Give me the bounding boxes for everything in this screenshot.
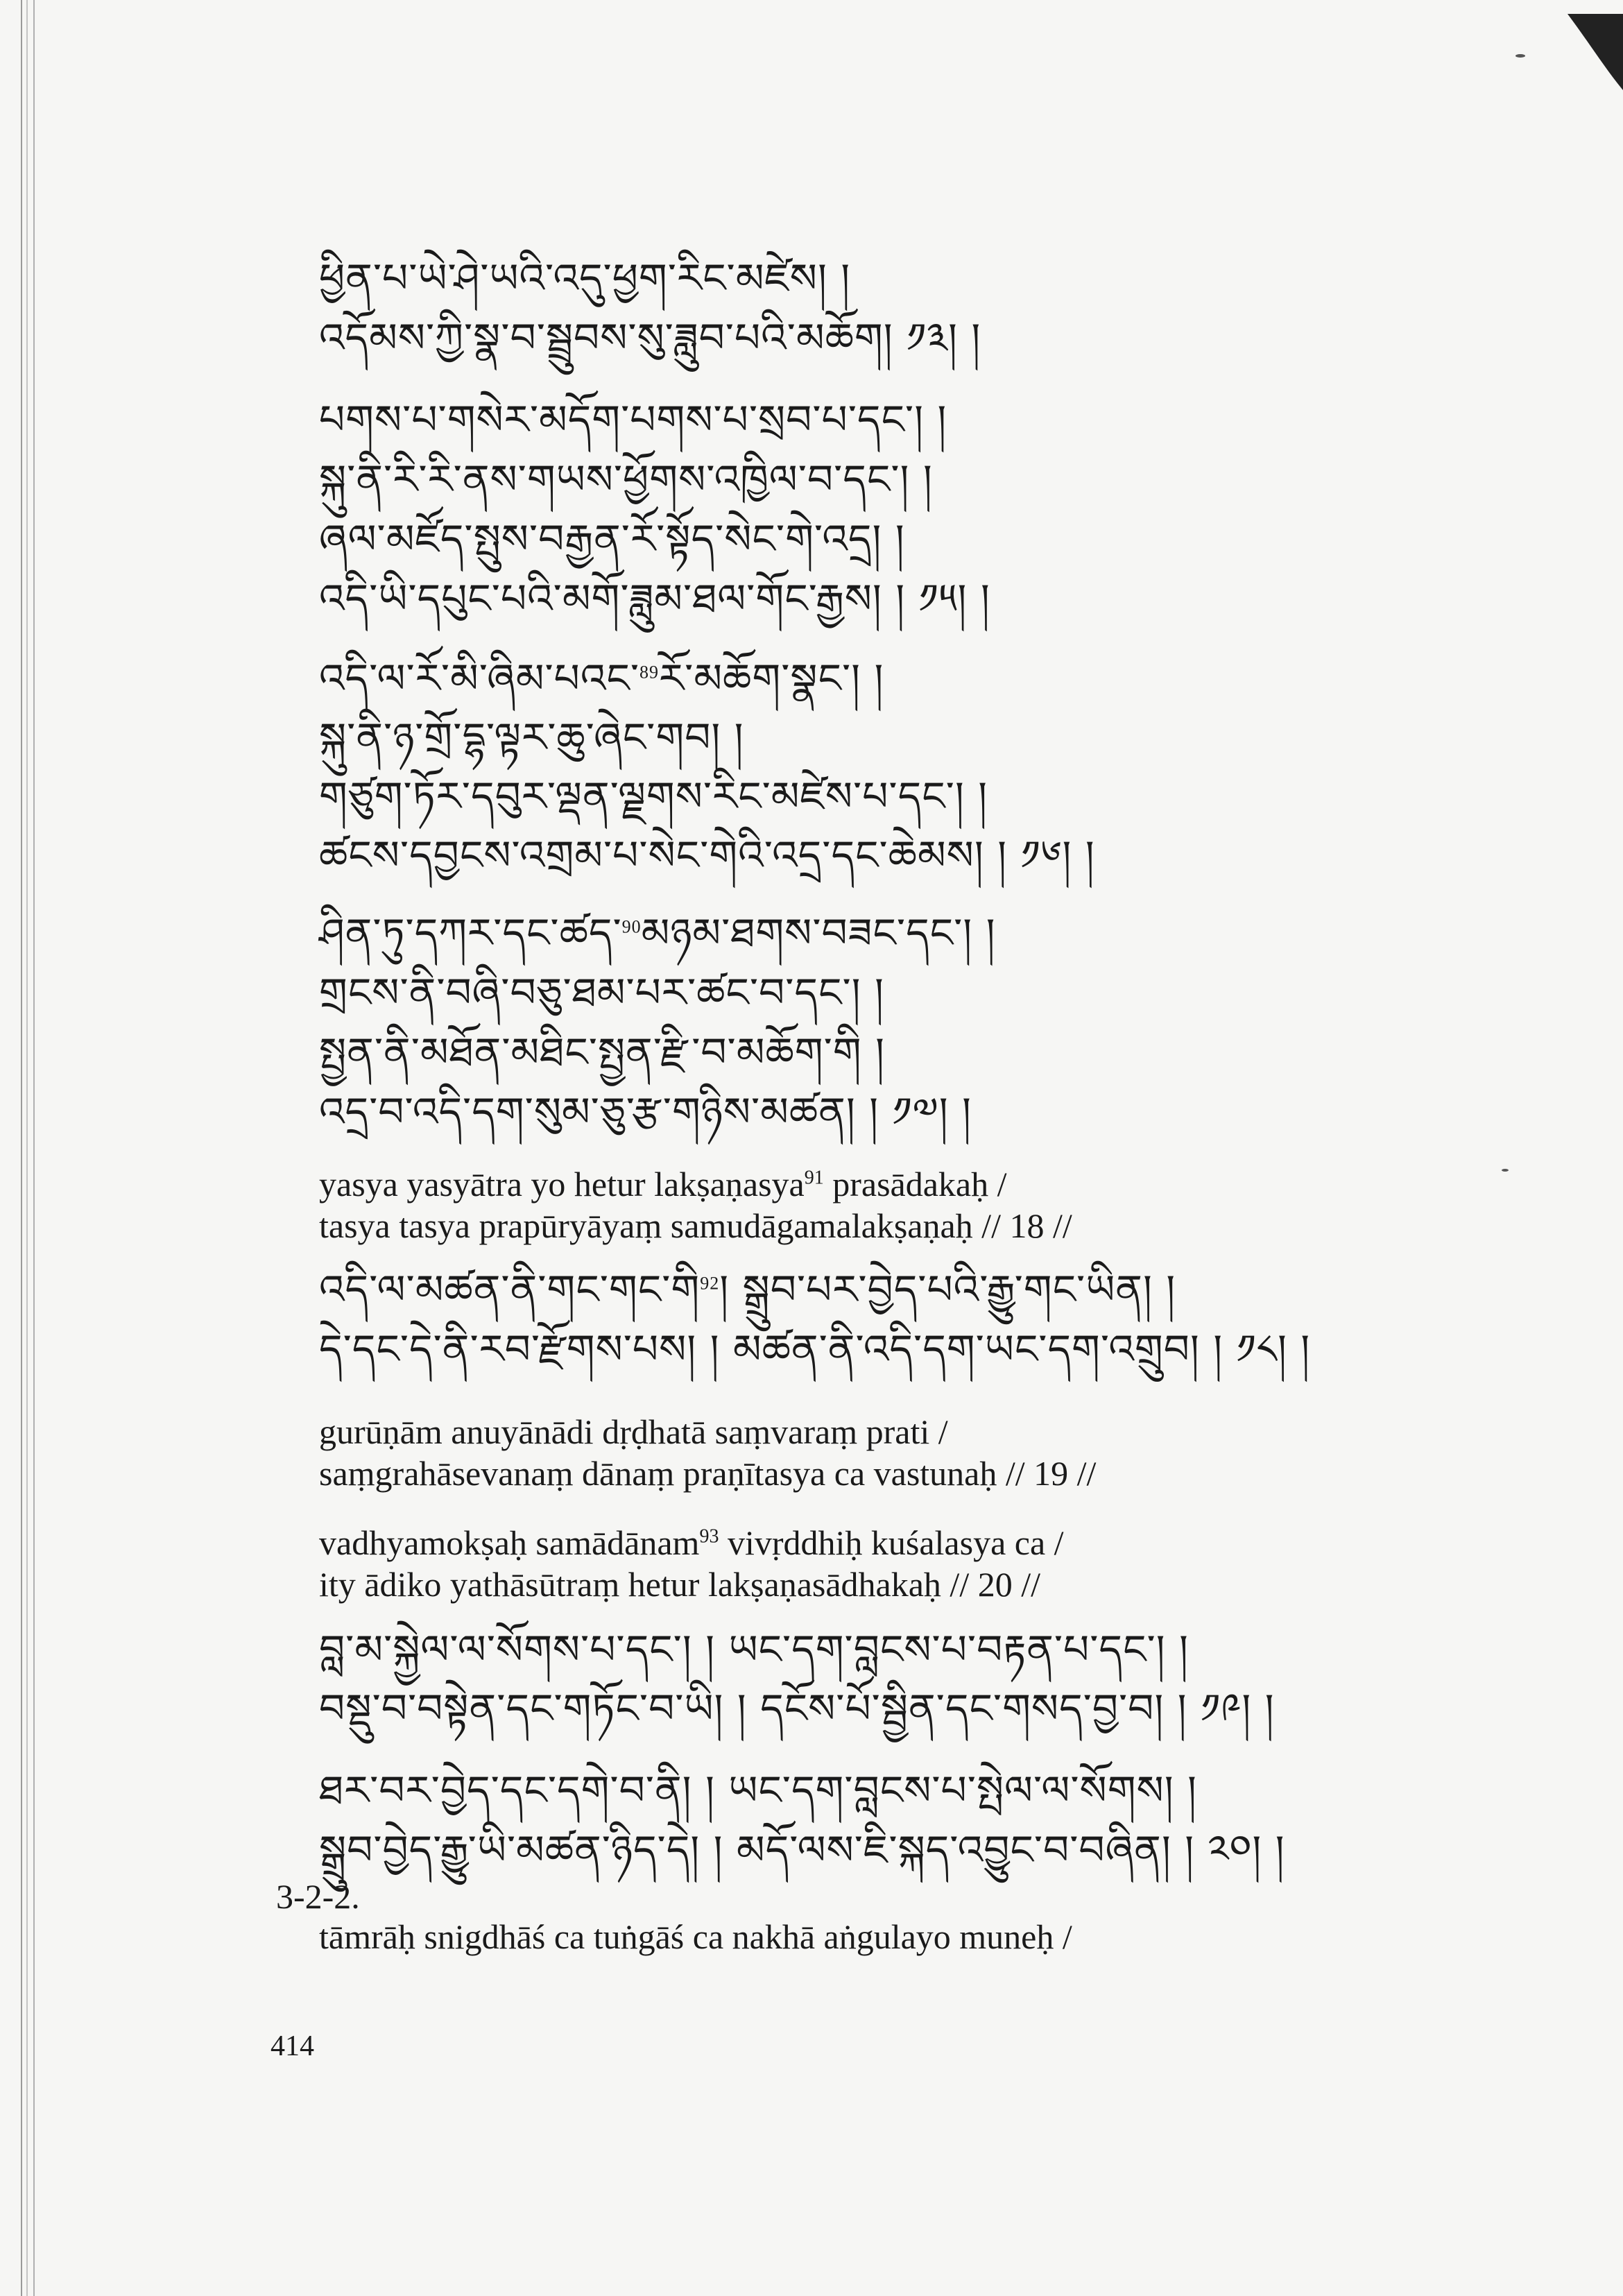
sanskrit-line: ity ādiko yathāsūtraṃ hetur lakṣaṇasādhakaḥ // 20 // [319, 1565, 1040, 1604]
sanskrit-line: saṃgrahāsevanaṃ dānaṃ praṇītasya ca vastunaḥ // 19 // [319, 1454, 1097, 1493]
tibetan-line: ཐར་བར་བྱེད་དང་དགེ་བ་ནི། ། ཡང་དག་བླངས་པ་སྤེལ་ལ་སོགས། ། [319, 1767, 1197, 1814]
sanskrit-line: tasya tasya prapūryāyaṃ samudāgamalakṣaṇaḥ // 18 // [319, 1206, 1072, 1245]
tibetan-line: སྐུ་ནི་རི་རི་ནས་གཡས་ཕྱོགས་འཁྱིལ་བ་དང་། ། [319, 456, 933, 503]
scan-corner-shadow [1540, 14, 1623, 90]
sanskrit-line [319, 1164, 1007, 1204]
tibetan-line: གྲངས་ནི་བཞི་བཅུ་ཐམ་པར་ཚང་བ་དང་། ། [319, 969, 884, 1016]
tibetan-line-part: འདི་ལ་མཚན་ནི་གང་གང་གི [319, 1266, 701, 1313]
tibetan-line: ཞལ་མཛོད་སྤུས་བརྒྱན་རོ་སྟོད་སེང་གེ་འདྲ། ། [319, 515, 905, 563]
binding-edge [21, 0, 40, 2296]
footnote-marker: 93 [699, 1525, 719, 1548]
sanskrit-text: vadhyamokṣaḥ samādānam [319, 1523, 700, 1562]
footnote-marker: 92 [700, 1273, 720, 1294]
sanskrit-line [319, 1523, 1064, 1563]
sanskrit-line: tāmrāḥ snigdhāś ca tuṅgāś ca nakhā aṅgulayo muneḥ / [319, 1917, 1072, 1956]
tibetan-line: སྐུ་ནི་ཉ་གྲོ་དྷ་ལྟར་ཆུ་ཞེང་གབ། ། [319, 714, 744, 761]
page-number: 414 [270, 2030, 314, 2062]
sanskrit-line: gurūṇām anuyānādi dṛḍhatā saṃvaraṃ prati / [319, 1412, 948, 1451]
tibetan-line: དེ་དང་དེ་ནི་རབ་རྫོགས་པས། ། མཚན་ནི་འདི་དག་ཡང་དག་འགྲུབ། ། ༡༨། ། [319, 1326, 1311, 1373]
tibetan-line-part: ། སྒྲུབ་པར་བྱེད་པའི་རྒྱུ་གང་ཡིན། ། [719, 1266, 1176, 1313]
scan-speck [1502, 1169, 1509, 1172]
sanskrit-text: yasya yasyātra yo hetur lakṣaṇasya [319, 1165, 805, 1203]
footnote-marker: 91 [804, 1167, 824, 1189]
tibetan-line-part: འདི་ལ་རོ་མི་ཞིམ་པའང་ [319, 655, 640, 702]
tibetan-line-part: མཉམ་ཐགས་བཟང་དང་། ། [641, 909, 996, 957]
tibetan-line: གཙུག་ཏོར་དབུར་ལྡན་ལྗགས་རིང་མཛེས་པ་དང་། ། [319, 773, 988, 820]
tibetan-line: འདྲ་བ་འདི་དག་སུམ་ཅུ་རྩ་གཉིས་མཚན། ། ༡༧། ། [319, 1088, 972, 1136]
tibetan-line-part: ཤིན་ཏུ་དཀར་དང་ཚད་ [319, 909, 622, 957]
tibetan-line [319, 656, 884, 701]
tibetan-line [319, 1267, 1176, 1312]
tibetan-line: སྒྲུབ་བྱེད་རྒྱུ་ཡི་མཚན་ཉིད་དེ། ། མདོ་ལས་ཇི་སྐད་འབྱུང་བ་བཞིན། ། ༢༠། ། [319, 1826, 1285, 1874]
tibetan-line: ཚངས་དབྱངས་འགྲམ་པ་སེང་གེའི་འདྲ་དང་ཆེམས། ། ༡༦། ། [319, 832, 1095, 879]
tibetan-line: འདོམས་ཀྱི་སྣ་བ་སྦྲུབས་སུ་ཟླུབ་པའི་མཆོག། ༡༣། ། [319, 314, 981, 361]
tibetan-line: བླ་མ་སྐྱེལ་ལ་སོགས་པ་དང་། ། ཡང་དག་བླངས་པ་བརྟན་པ་དང་། ། [319, 1626, 1189, 1673]
tibetan-line: འདི་ཡི་དཔུང་པའི་མགོ་ཟླུམ་ཐལ་གོང་རྒྱས། ། ༡༥། ། [319, 575, 990, 622]
footnote-marker: 90 [621, 916, 642, 937]
tibetan-line: སྤྱན་ནི་མཐོན་མཐིང་སྤྱན་རྫི་བ་མཆོག་གི ། [319, 1029, 885, 1076]
footnote-marker: 89 [639, 662, 660, 683]
section-number: 3-2-2. [276, 1877, 360, 1916]
scan-speck [1515, 54, 1525, 58]
tibetan-line: ཕྱིན་པ་ཡེ་ཤེ་ཡའི་འདུ་ཕྱག་རིང་མཛེས། ། [319, 255, 851, 302]
sanskrit-text: vivṛddhiḥ kuśalasya ca / [719, 1523, 1064, 1562]
tibetan-line: བསྡུ་བ་བསྟེན་དང་གཏོང་བ་ཡི། ། དངོས་པོ་སྦྱིན་དང་གསད་བྱ་བ། ། ༡༩། ། [319, 1685, 1275, 1732]
sanskrit-text: prasādakaḥ / [823, 1165, 1007, 1203]
tibetan-line: པགས་པ་གསེར་མདོག་པགས་པ་སྲབ་པ་དང་། ། [319, 396, 947, 443]
tibetan-line [319, 910, 996, 956]
tibetan-line-part: རོ་མཆོག་སྣང་། ། [659, 655, 884, 702]
